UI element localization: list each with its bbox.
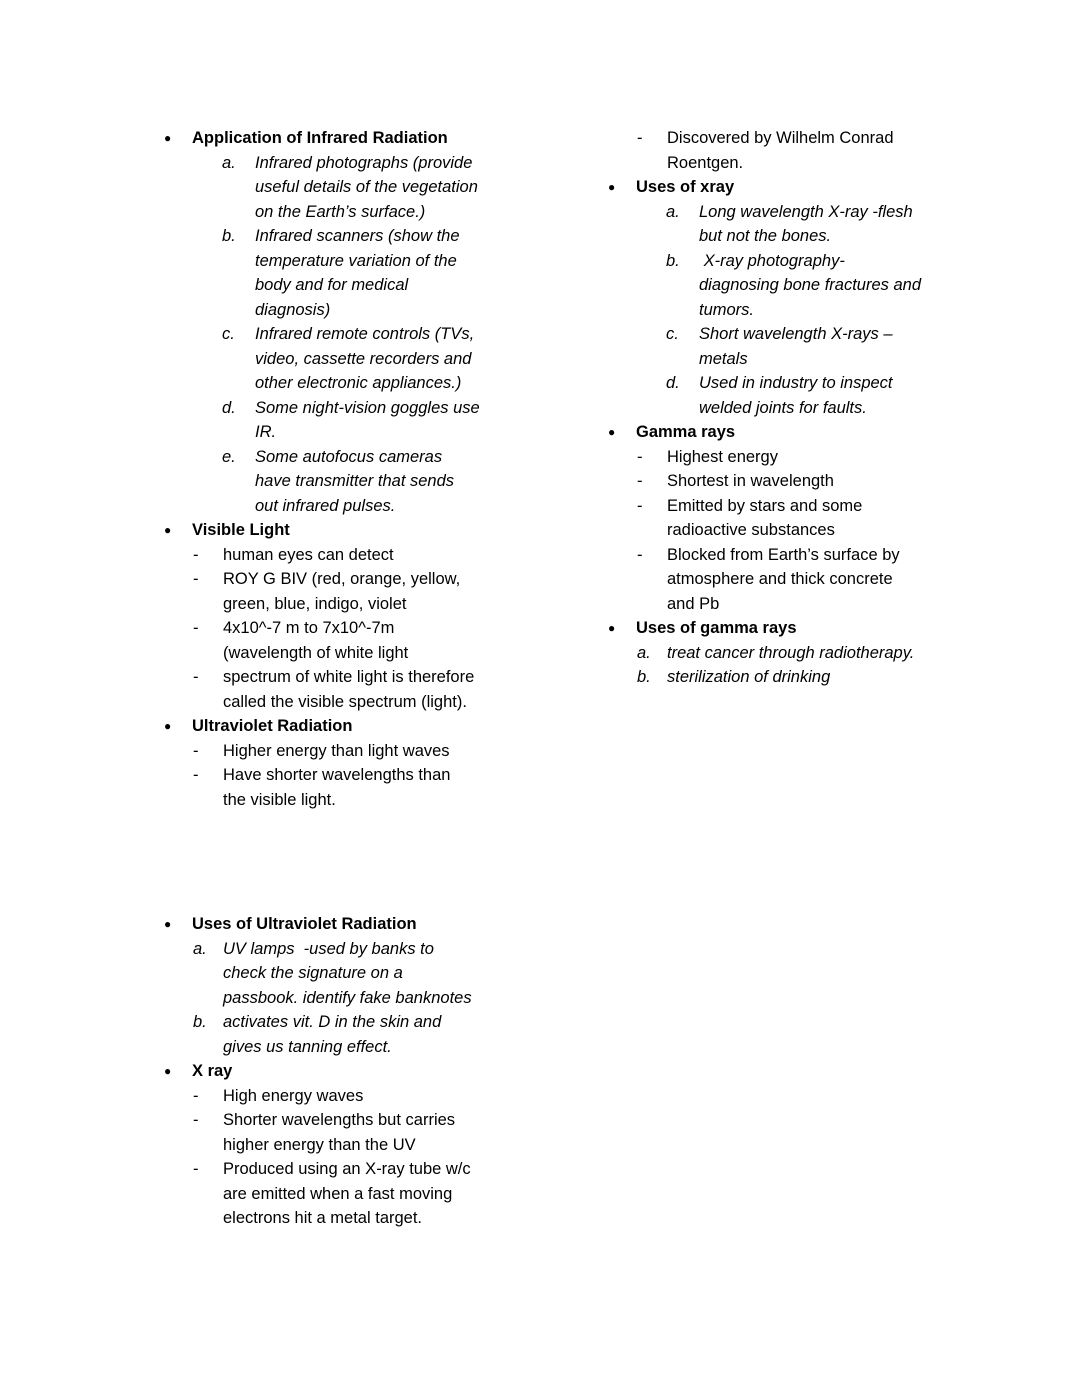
- section-heading-row: [164, 518, 594, 543]
- list-item-line: and Pb: [667, 594, 720, 613]
- list-item-lines: [223, 616, 408, 665]
- list-item-line: body and for medical: [255, 276, 409, 294]
- list-item-line: check the signature on a: [223, 964, 403, 982]
- list-item-line: other electronic appliances.): [255, 374, 462, 392]
- section-heading: Visible Light: [192, 521, 290, 539]
- list-item: [164, 567, 594, 616]
- dash-marker: -: [193, 741, 199, 760]
- bullet-icon: ●: [608, 180, 616, 194]
- list-item-line: temperature variation of the: [255, 251, 457, 270]
- list-item: [164, 665, 594, 714]
- section-heading-row: [608, 175, 1038, 200]
- section-heading: X ray: [192, 1062, 233, 1080]
- list-item-line: Roentgen.: [667, 153, 744, 172]
- letter-marker: b.: [637, 668, 651, 686]
- list-item-line: higher energy than the UV: [223, 1135, 416, 1154]
- list-item-line: treat cancer through radiotherapy.: [667, 643, 915, 662]
- letter-marker: d.: [666, 374, 680, 392]
- list-item-lines: [667, 126, 894, 175]
- list-item-line: video, cassette recorders and: [255, 349, 472, 368]
- list-item-lines: [667, 665, 830, 690]
- letter-marker: a.: [637, 643, 651, 662]
- list-item-line: gives us tanning effect.: [223, 1037, 392, 1056]
- list-item-lines: [255, 322, 474, 396]
- section-heading: Uses of Ultraviolet Radiation: [192, 915, 417, 933]
- list-item: [164, 739, 594, 764]
- letter-marker: a.: [222, 153, 236, 172]
- list-item-lines: [223, 1010, 441, 1059]
- right-column: [608, 126, 1038, 690]
- section-heading-row: [608, 616, 1038, 641]
- letter-marker: a.: [666, 202, 680, 221]
- list-item-lines: [699, 371, 893, 420]
- list-item-line: called the visible spectrum (light).: [223, 692, 467, 711]
- list-item-line: diagnosing bone fractures and: [699, 276, 921, 294]
- list-item-line: passbook. identify fake banknotes: [223, 988, 472, 1007]
- list-item-line: Highest energy: [667, 447, 778, 466]
- list-item-line: tumors.: [699, 300, 755, 319]
- dash-marker: -: [637, 496, 643, 515]
- list-item-line: Have shorter wavelengths than: [223, 766, 451, 784]
- list-item: [608, 641, 1038, 666]
- list-item-line: Produced using an X-ray tube w/c: [223, 1160, 471, 1178]
- letter-marker: b.: [666, 251, 680, 270]
- list-item: [608, 445, 1038, 470]
- list-item: [164, 1010, 594, 1059]
- list-item: [164, 937, 594, 1011]
- bullet-icon: ●: [164, 1064, 172, 1078]
- list-item: [608, 494, 1038, 543]
- list-item: [164, 445, 594, 519]
- list-item-line: High energy waves: [223, 1086, 364, 1105]
- section-heading-row: [164, 1059, 594, 1084]
- section-heading-row: [164, 912, 594, 937]
- list-item-lines: [223, 937, 472, 1011]
- list-item-line: Shorter wavelengths but carries: [223, 1111, 456, 1129]
- dash-marker: -: [193, 545, 199, 564]
- bullet-icon: ●: [608, 425, 616, 439]
- list-item: [164, 224, 594, 322]
- list-item-line: welded joints for faults.: [699, 398, 867, 417]
- list-item-lines: [223, 739, 450, 764]
- list-item-line: X-ray photography-: [699, 251, 845, 270]
- list-item-lines: [255, 396, 480, 445]
- list-item-line: (wavelength of white light: [223, 643, 409, 662]
- dash-marker: -: [637, 545, 643, 564]
- dash-marker: -: [193, 766, 199, 784]
- list-item-line: out infrared pulses.: [255, 496, 396, 515]
- vertical-gap: [164, 812, 594, 912]
- list-item-line: are emitted when a fast moving: [223, 1184, 453, 1203]
- list-item-line: have transmitter that sends: [255, 472, 455, 490]
- section-heading: Uses of gamma rays: [636, 619, 797, 637]
- list-item: [608, 249, 1038, 323]
- list-item-lines: [255, 224, 460, 322]
- list-item-line: Long wavelength X-ray -flesh: [699, 202, 913, 221]
- list-item: [164, 322, 594, 396]
- list-item-line: Used in industry to inspect: [699, 374, 893, 392]
- list-item-line: 4x10^-7 m to 7x10^-7m: [223, 619, 395, 637]
- list-item-line: UV lamps -used by banks to: [223, 939, 434, 958]
- list-item-line: Higher energy than light waves: [223, 741, 450, 760]
- list-item-lines: [667, 641, 914, 666]
- section-heading-row: [164, 126, 594, 151]
- list-item-line: IR.: [255, 423, 277, 441]
- list-item: [164, 763, 594, 812]
- dash-marker: -: [637, 447, 643, 466]
- bullet-icon: ●: [164, 131, 172, 145]
- list-item: [164, 1084, 594, 1109]
- list-item-line: spectrum of white light is therefore: [223, 668, 475, 686]
- list-item-lines: [667, 469, 834, 494]
- bullet-icon: ●: [164, 719, 172, 733]
- bullet-icon: ●: [164, 523, 172, 537]
- bullet-icon: ●: [164, 917, 172, 931]
- dash-marker: -: [637, 472, 643, 490]
- list-item-line: on the Earth’s surface.): [255, 202, 426, 221]
- list-item-line: Blocked from Earth’s surface by: [667, 545, 900, 564]
- letter-marker: d.: [222, 398, 236, 417]
- list-item-line: Short wavelength X-rays –: [699, 325, 893, 343]
- list-item-lines: [223, 567, 460, 616]
- list-item-line: radioactive substances: [667, 521, 835, 539]
- list-item-lines: [223, 665, 474, 714]
- letter-marker: b.: [222, 227, 236, 245]
- list-item: [164, 616, 594, 665]
- letter-marker: c.: [666, 325, 679, 343]
- list-item-lines: [667, 543, 900, 617]
- list-item-line: but not the bones.: [699, 227, 832, 245]
- section-heading-row: [164, 714, 594, 739]
- list-item-line: Infrared remote controls (TVs,: [255, 325, 475, 343]
- list-item-line: Infrared photographs (provide: [255, 153, 473, 172]
- list-item-line: Some autofocus cameras: [255, 447, 443, 466]
- section-heading: Uses of xray: [636, 178, 735, 196]
- list-item-line: activates vit. D in the skin and: [223, 1013, 442, 1031]
- dash-marker: -: [637, 129, 643, 147]
- left-column: [164, 126, 594, 1231]
- list-item-lines: [223, 763, 450, 812]
- list-item-lines: [699, 322, 893, 371]
- dash-marker: -: [193, 619, 199, 637]
- list-item-line: Emitted by stars and some: [667, 496, 863, 515]
- list-item-lines: [699, 200, 913, 249]
- dash-marker: -: [193, 668, 199, 686]
- section-heading: Application of Infrared Radiation: [192, 129, 448, 147]
- list-item-line: the visible light.: [223, 790, 336, 809]
- list-item-line: Discovered by Wilhelm Conrad: [667, 129, 894, 147]
- list-item-line: metals: [699, 349, 748, 368]
- list-item-line: electrons hit a metal target.: [223, 1209, 423, 1227]
- list-item-lines: [255, 151, 478, 225]
- list-item: [608, 200, 1038, 249]
- list-item: [608, 126, 1038, 175]
- list-item-lines: [699, 249, 921, 323]
- list-item: [164, 396, 594, 445]
- list-item-lines: [255, 445, 454, 519]
- list-item-line: diagnosis): [255, 300, 331, 319]
- dash-marker: -: [193, 1160, 199, 1178]
- list-item-line: Infrared scanners (show the: [255, 227, 460, 245]
- list-item: [608, 469, 1038, 494]
- bullet-icon: ●: [608, 621, 616, 635]
- list-item-line: useful details of the vegetation: [255, 178, 478, 196]
- list-item: [164, 1108, 594, 1157]
- list-item: [164, 543, 594, 568]
- list-item: [608, 322, 1038, 371]
- letter-marker: b.: [193, 1013, 207, 1031]
- list-item-lines: [223, 1157, 471, 1231]
- dash-marker: -: [193, 1111, 199, 1129]
- list-item-line: sterilization of drinking: [667, 668, 831, 686]
- list-item-line: human eyes can detect: [223, 545, 394, 564]
- list-item-lines: [223, 543, 394, 568]
- dash-marker: -: [193, 570, 199, 588]
- list-item-line: atmosphere and thick concrete: [667, 570, 893, 588]
- list-item-lines: [223, 1084, 363, 1109]
- list-item: [608, 371, 1038, 420]
- list-item-line: ROY G BIV (red, orange, yellow,: [223, 570, 461, 588]
- list-item-line: Shortest in wavelength: [667, 472, 834, 490]
- list-item-lines: [223, 1108, 455, 1157]
- letter-marker: a.: [193, 939, 207, 958]
- list-item-line: Some night-vision goggles use: [255, 398, 480, 417]
- list-item: [608, 665, 1038, 690]
- section-heading: Gamma rays: [636, 423, 736, 441]
- list-item-lines: [667, 494, 862, 543]
- letter-marker: c.: [222, 325, 235, 343]
- dash-marker: -: [193, 1086, 199, 1105]
- list-item-line: green, blue, indigo, violet: [223, 594, 407, 613]
- letter-marker: e.: [222, 447, 236, 466]
- list-item: [164, 1157, 594, 1231]
- list-item: [164, 151, 594, 225]
- section-heading-row: [608, 420, 1038, 445]
- list-item-lines: [667, 445, 778, 470]
- list-item: [608, 543, 1038, 617]
- section-heading: Ultraviolet Radiation: [192, 717, 353, 735]
